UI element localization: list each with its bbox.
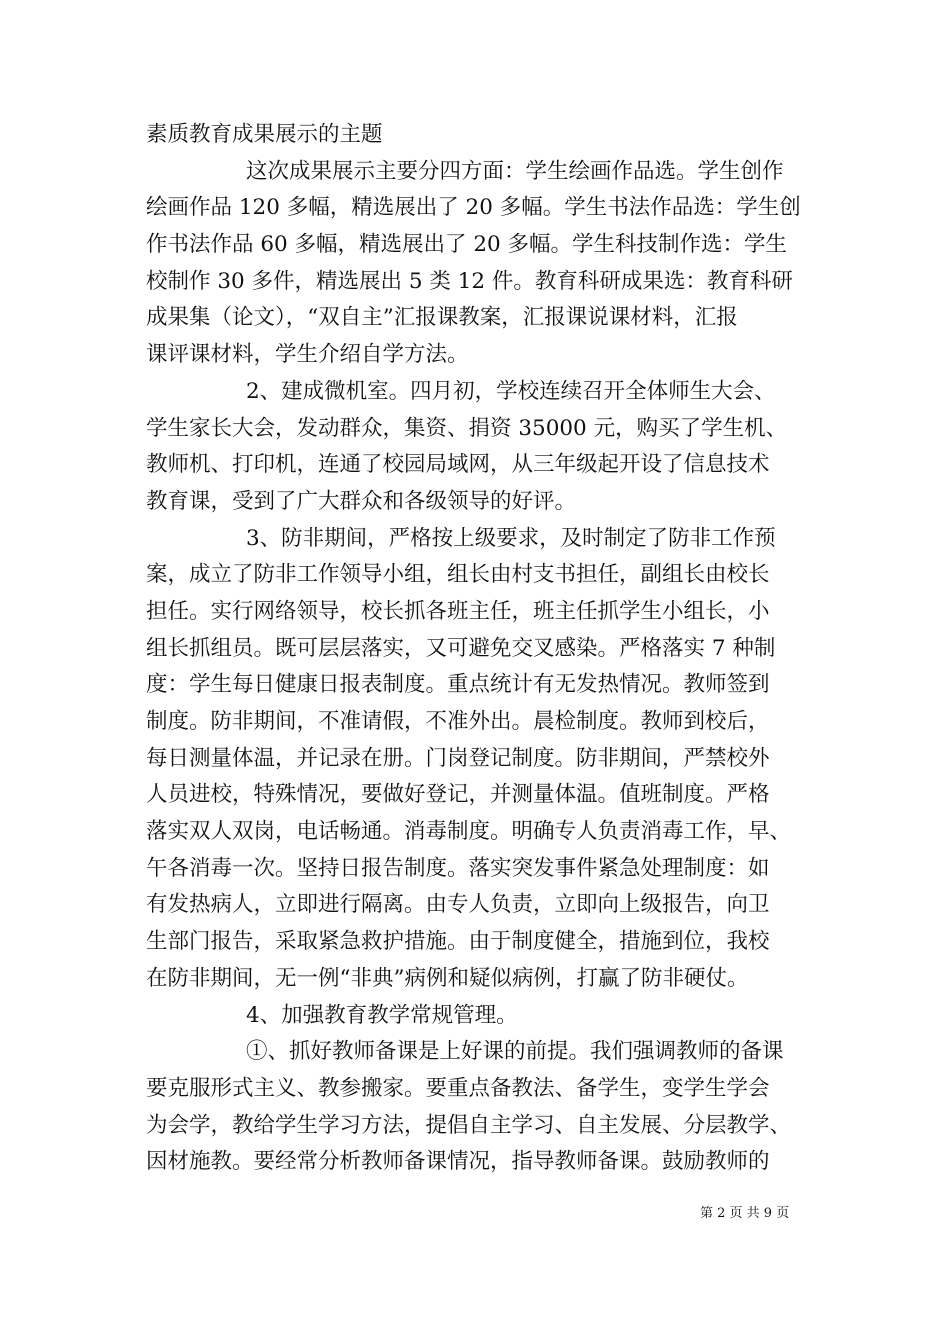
text-line: 组长抓组员。既可层层落实，又可避免交叉感染。严格落实 7 种制 [146,635,776,661]
text-line: 教育课，受到了广大群众和各级领导的好评。 [146,488,577,514]
text-line: 4、加强教育教学常规管理。 [246,1002,518,1028]
text-line: 成果集（论文），“双自主”汇报课教案，汇报课说课材料，汇报 [146,305,738,331]
text-line: 落实双人双岗，电话畅通。消毒制度。明确专人负责消毒工作，早、 [146,819,792,845]
text-line: 2、建成微机室。四月初，学校连续召开全体师生大会、 [246,378,776,404]
text-line: 午各消毒一次。坚持日报告制度。落实突发事件紧急处理制度：如 [146,855,770,881]
text-line: 3、防非期间，严格按上级要求，及时制定了防非工作预 [246,525,776,551]
text-line: 度：学生每日健康日报表制度。重点统计有无发热情况。教师签到 [146,672,770,698]
text-line: 为会学，教给学生学习方法，提倡自主学习、自主发展、分层教学、 [146,1112,792,1138]
text-line: 案，成立了防非工作领导小组，组长由村支书担任，副组长由校长 [146,562,770,588]
text-line: 在防非期间，无一例“非典”病例和疑似病例，打赢了防非硬仗。 [146,965,749,991]
text-line: 每日测量体温，并记录在册。门岗登记制度。防非期间，严禁校外 [146,745,770,771]
text-line: 绘画作品 120 多幅，精选展出了 20 多幅。学生书法作品选：学生创 [146,195,801,221]
text-line: 这次成果展示主要分四方面：学生绘画作品选。学生创作 [246,158,784,184]
text-line: 有发热病人，立即进行隔离。由专人负责，立即向上级报告，向卫 [146,892,770,918]
text-line: 课评课材料，学生介绍自学方法。 [146,342,469,368]
text-line: 作书法作品 60 多幅，精选展出了 20 多幅。学生科技制作选：学生 [146,232,788,258]
text-line: 校制作 30 多件，精选展出 5 类 12 件。教育科研成果选：教育科研 [146,268,793,294]
text-line: 要克服形式主义、教参搬家。要重点备教法、备学生，变学生学会 [146,1075,770,1101]
text-line: 因材施教。要经常分析教师备课情况，指导教师备课。鼓励教师的 [146,1149,770,1175]
text-line: 素质教育成果展示的主题 [146,122,383,147]
page-number: 第 2 页 共 9 页 [700,1206,790,1221]
text-line: 学生家长大会，发动群众，集资、捐资 35000 元，购买了学生机、 [146,415,788,441]
text-line: 担任。实行网络领导，校长抓各班主任，班主任抓学生小组长，小 [146,598,770,624]
text-line: 教师机、打印机，连通了校园局域网，从三年级起开设了信息技术 [146,452,770,478]
text-line: 人员进校，特殊情况，要做好登记，并测量体温。值班制度。严格 [146,782,770,808]
text-line: 生部门报告，采取紧急救护措施。由于制度健全，措施到位，我校 [146,929,770,955]
text-line: 制度。防非期间，不准请假，不准外出。晨检制度。教师到校后， [146,709,770,734]
document-body [146,117,811,1181]
text-line: ①、抓好教师备课是上好课的前提。我们强调教师的备课 [246,1039,784,1065]
